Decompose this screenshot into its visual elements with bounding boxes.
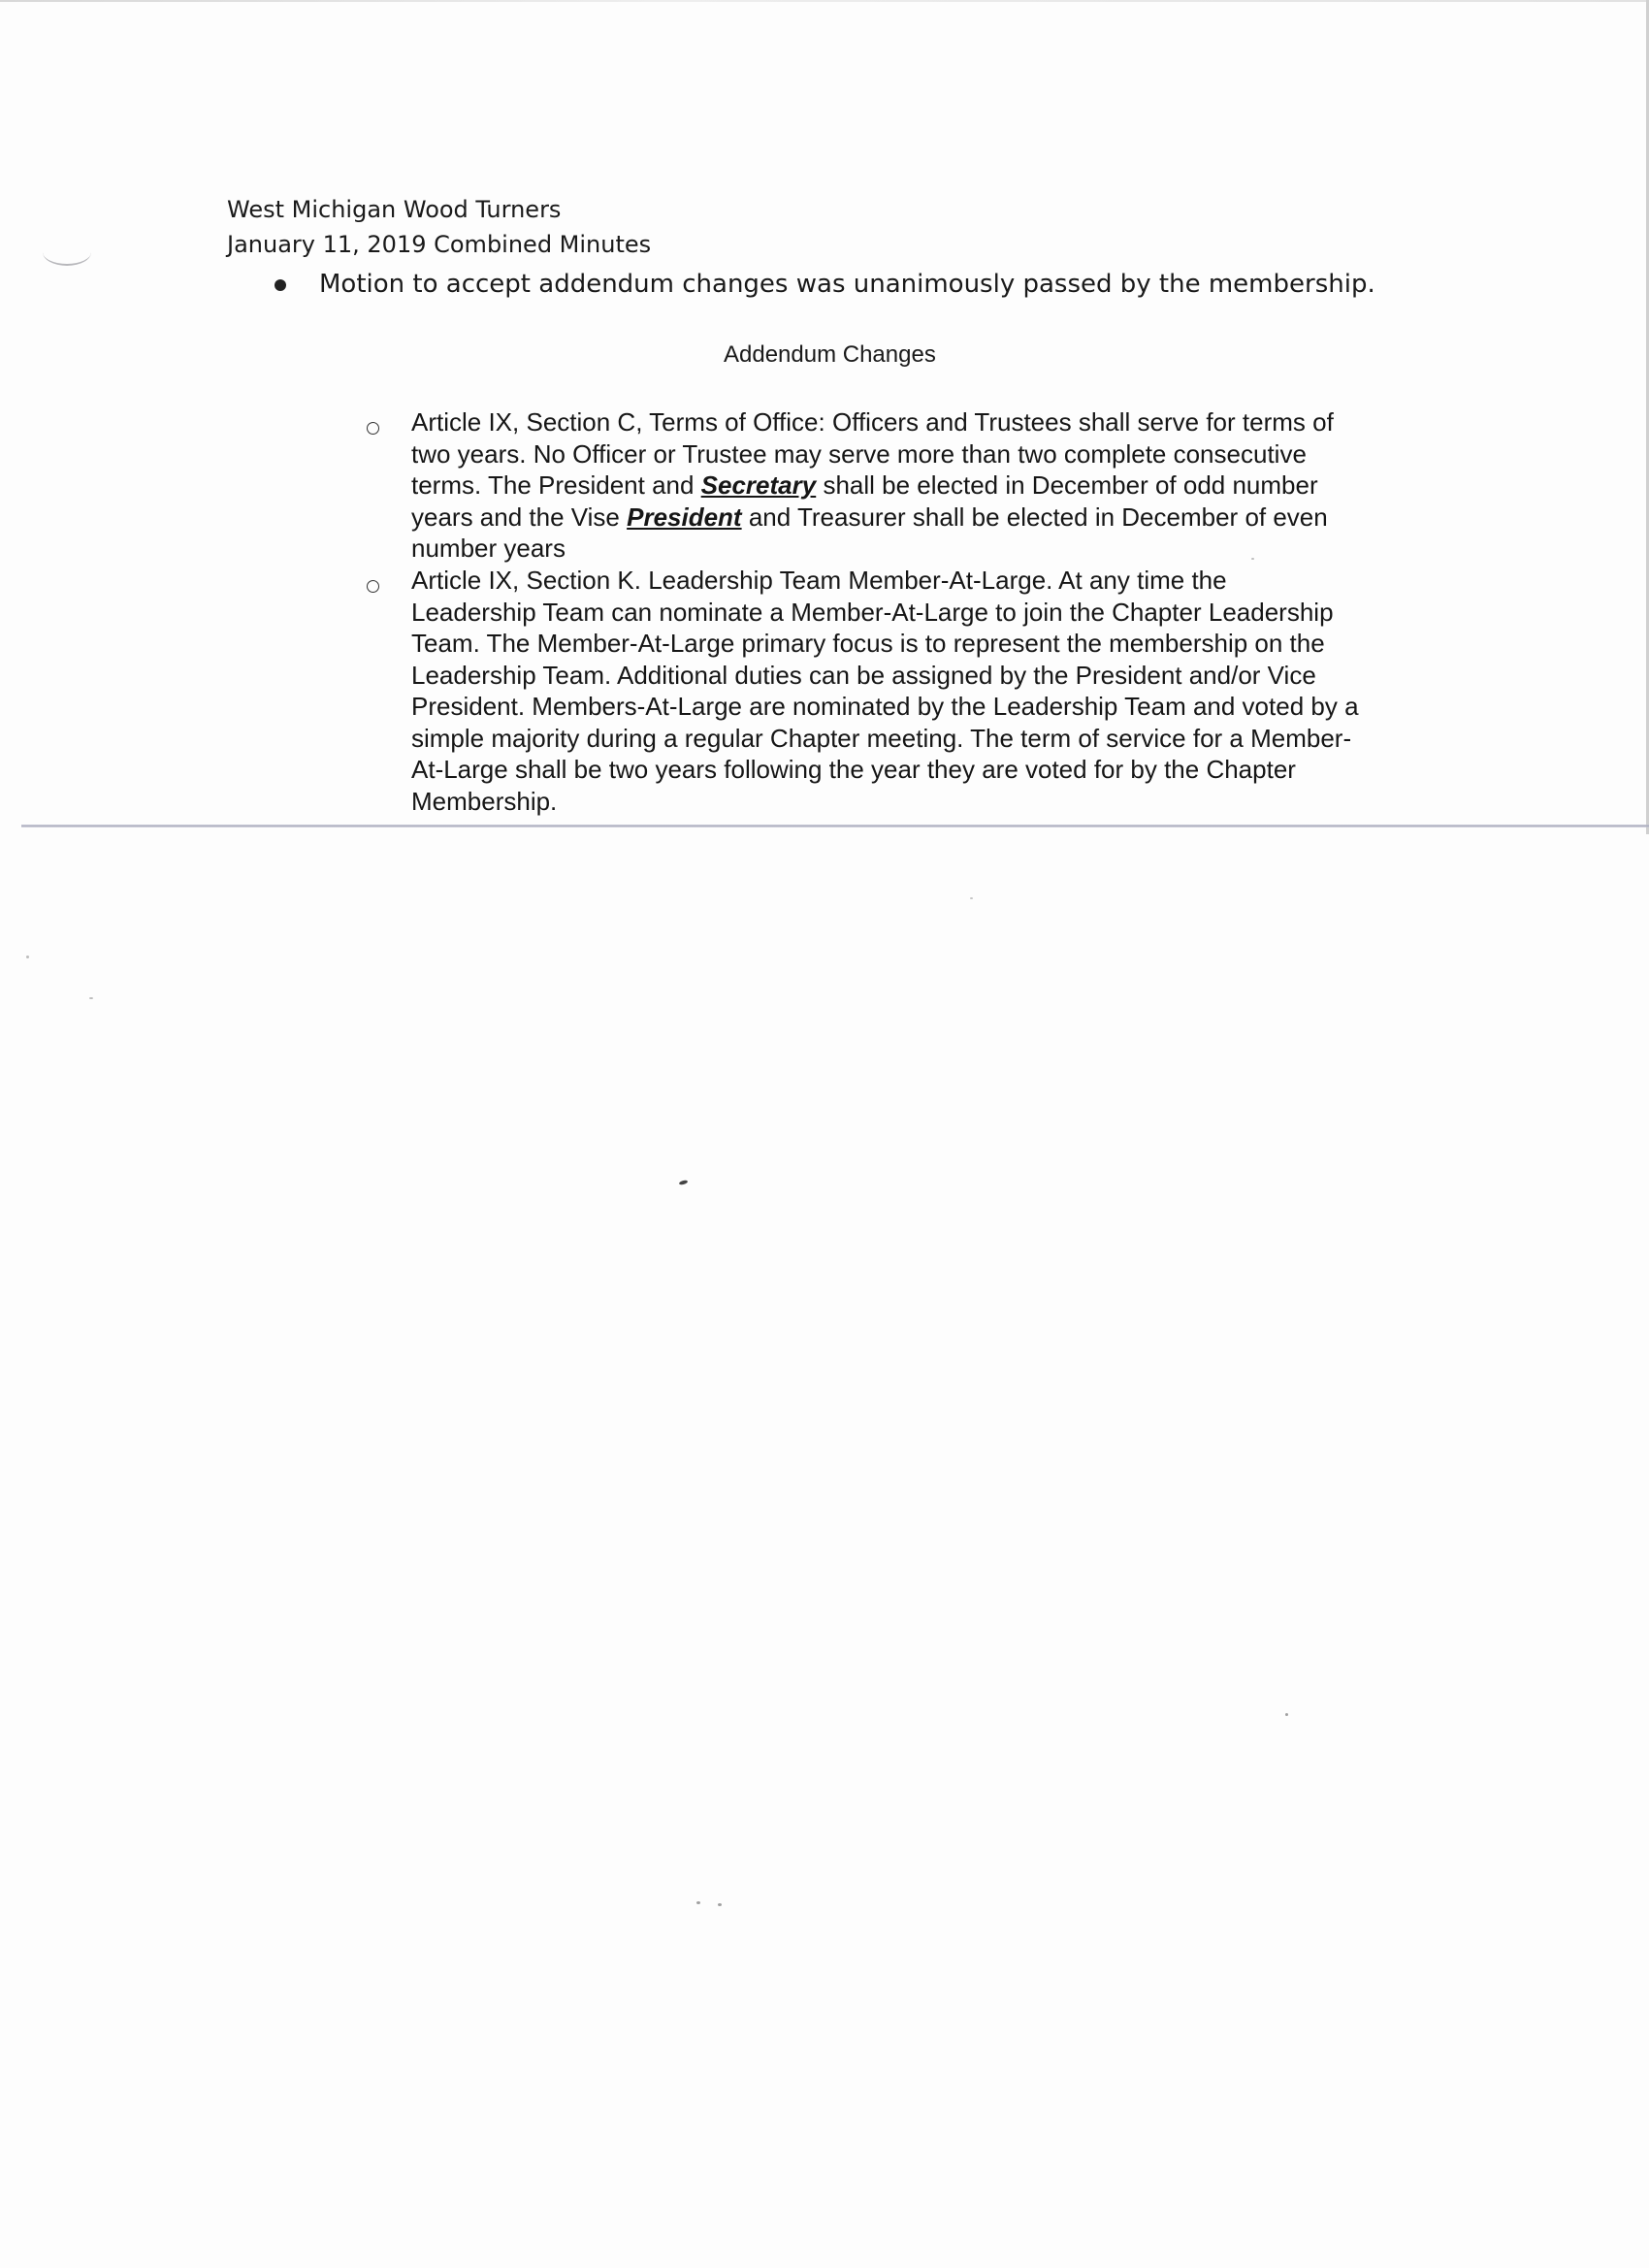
scan-speck [1251,558,1254,560]
item-line: simple majority during a regular Chapter meeting. The term of service for a Member- [411,723,1352,753]
scan-curl-mark [43,239,91,266]
scan-speck [696,1901,700,1904]
motion-bullet-icon [275,279,286,291]
item-line: Leadership Team can nominate a Member-At-Large to join the Chapter Leadership [411,597,1334,627]
scan-speck [89,997,93,999]
item-line: President. Members-At-Large are nominated by the Leadership Team and voted by a [411,692,1359,721]
item-line: Team. The Member-At-Large primary focus is to represent the membership on the [411,629,1325,658]
scan-fold-line [21,825,1649,827]
scan-speck [679,1180,689,1185]
item-text-segment: years and the Vise [411,502,628,532]
minutes-date: January 11, 2019 Combined Minutes [227,231,652,258]
item-text-segment: terms. The President and [411,470,701,500]
item-line: Leadership Team. Additional duties can be assigned by the President and/or Vice [411,660,1316,690]
scan-speck [718,1903,722,1906]
item-line: Membership. [411,786,558,816]
addendum-item-member-at-large [411,565,1439,817]
scan-speck [26,956,29,958]
emphasized-president: President [627,502,742,532]
item-line: two years. No Officer or Trustee may serve more than two complete consecutive [411,438,1307,469]
item-line [411,470,1439,502]
item-text-segment: shall be elected in December of odd number [816,470,1318,500]
addendum-item-terms-of-office [411,406,1439,565]
item-line: Article IX, Section C, Terms of Office: Officers and Trustees shall serve for terms of [411,407,1334,437]
scan-top-edge [0,0,1649,2]
item-line [411,502,1439,534]
addendum-heading: Addendum Changes [724,341,936,368]
item-text-segment: and Treasurer shall be elected in December of even [741,502,1328,532]
list-marker-icon [367,580,379,593]
organization-name: West Michigan Wood Turners [227,196,562,223]
scan-speck [970,897,973,899]
item-line: At-Large shall be two years following the year they are voted for by the Chapter [411,755,1296,784]
item-line: Article IX, Section K. Leadership Team Member-At-Large. At any time the [411,566,1227,595]
list-marker-icon [367,422,379,435]
item-line: number years [411,534,566,563]
scan-speck [1285,1713,1288,1716]
motion-text: Motion to accept addendum changes was unanimously passed by the membership. [319,270,1375,299]
emphasized-secretary: Secretary [700,470,817,500]
